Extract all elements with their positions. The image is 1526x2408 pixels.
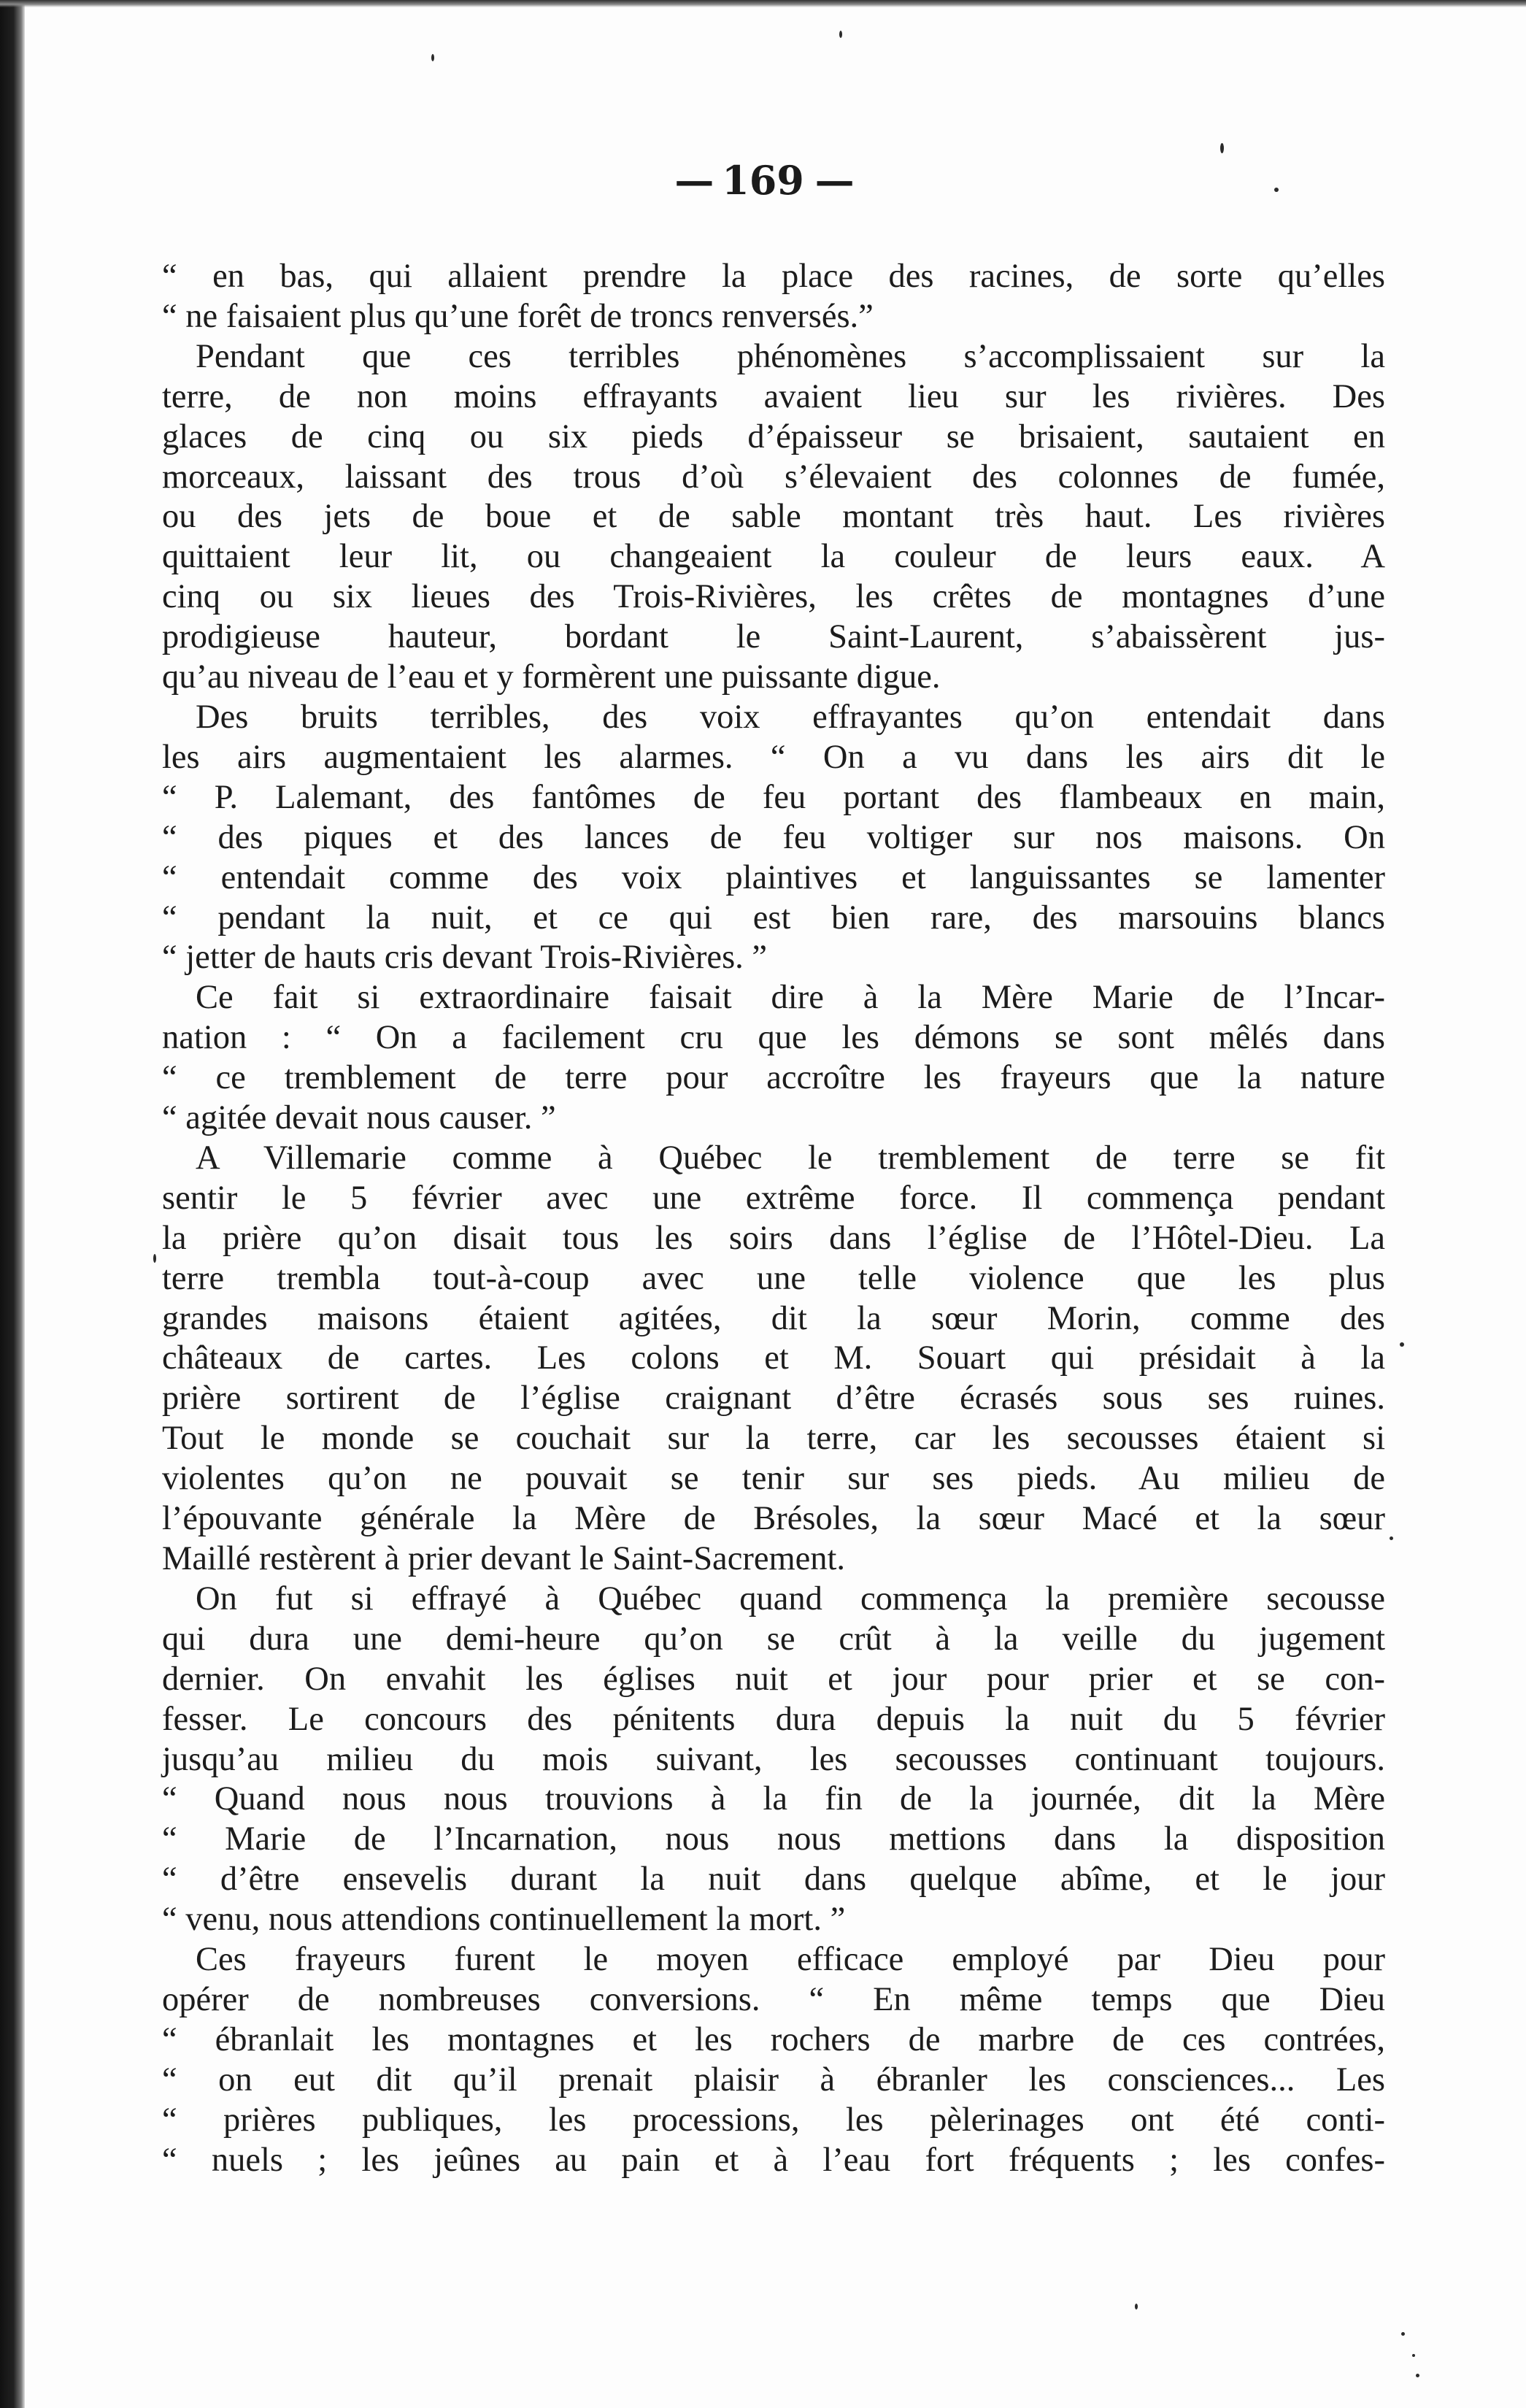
text-line: dernier. On envahit les églises nuit et jour pour prier et se con-	[162, 1660, 1385, 1698]
text-line: cinq ou six lieues des Trois-Rivières, les crêtes de montagnes d’une	[162, 578, 1385, 616]
text-line: Des bruits terribles, des voix effrayantes qu’on entendait dans	[196, 698, 1385, 736]
text-line: la prière qu’on disait tous les soirs dans l’église de l’Hôtel-Dieu. La	[162, 1219, 1385, 1257]
text-line: “ nuels ; les jeûnes au pain et à l’eau fort fréquents ; les confes-	[162, 2141, 1385, 2179]
text-line: “ P. Lalemant, des fantômes de feu portant des flambeaux en main,	[162, 778, 1385, 816]
running-head	[0, 157, 1526, 204]
text-line: châteaux de cartes. Les colons et M. Souart qui présidait à la	[162, 1339, 1385, 1377]
text-line: fesser. Le concours des pénitents dura depuis la nuit du 5 février	[162, 1700, 1385, 1738]
ink-speck	[1412, 2354, 1415, 2357]
text-line: violentes qu’on ne pouvait se tenir sur ses pieds. Au milieu de	[162, 1460, 1385, 1498]
ink-speck	[1416, 2374, 1419, 2377]
text-line: “ d’être ensevelis durant la nuit dans quelque abîme, et le jour	[162, 1861, 1385, 1899]
text-line: nation : “ On a facilement cru que les démons se sont mêlés dans	[162, 1019, 1385, 1057]
text-line: Ces frayeurs furent le moyen efficace employé par Dieu pour	[196, 1941, 1385, 1979]
text-line: prodigieuse hauteur, bordant le Saint-Laurent, s’abaissèrent jus-	[162, 618, 1385, 656]
text-line: terre, de non moins effrayants avaient lieu sur les rivières. Des	[162, 377, 1385, 415]
ink-speck	[1220, 143, 1224, 153]
text-line: sentir le 5 février avec une extrême force. Il commença pendant	[162, 1179, 1385, 1217]
text-line: “ ne faisaient plus qu’une forêt de troncs renversés.”	[162, 297, 874, 335]
text-line: “ ce tremblement de terre pour accroître les frayeurs que la nature	[162, 1059, 1385, 1097]
text-line: “ agitée devait nous causer. ”	[162, 1099, 556, 1137]
text-line: les airs augmentaient les alarmes. “ On a vu dans les airs dit le	[162, 738, 1385, 776]
text-line: quittaient leur lit, ou changeaient la couleur de leurs eaux. A	[162, 538, 1385, 576]
text-line: “ ébranlait les montagnes et les rochers de marbre de ces contrées,	[162, 2020, 1385, 2058]
text-line: glaces de cinq ou six pieds d’épaisseur se brisaient, sautaient en	[162, 418, 1385, 455]
text-line: opérer de nombreuses conversions. “ En même temps que Dieu	[162, 1980, 1385, 2018]
text-line: “ prières publiques, les processions, les pèlerinages ont été conti-	[162, 2101, 1385, 2139]
page-number-left-dash: —	[674, 157, 722, 204]
text-line: Tout le monde se couchait sur la terre, car les secousses étaient si	[162, 1420, 1385, 1458]
text-line: On fut si effrayé à Québec quand commença la première secousse	[196, 1580, 1385, 1617]
text-line: ou des jets de boue et de sable montant très haut. Les rivières	[162, 498, 1385, 536]
text-line: “ en bas, qui allaient prendre la place des racines, de sorte qu’elles	[162, 258, 1385, 295]
page-number-right-dash: —	[804, 157, 852, 204]
text-line: terre trembla tout-à-coup avec une telle violence que les plus	[162, 1259, 1385, 1297]
ink-speck	[431, 54, 434, 61]
text-line: jusqu’au milieu du mois suivant, les secousses continuant toujours.	[162, 1740, 1385, 1778]
text-line: qui dura une demi-heure qu’on se crût à la veille du jugement	[162, 1620, 1385, 1658]
text-line: Ce fait si extraordinaire faisait dire à la Mère Marie de l’Incar-	[196, 979, 1385, 1017]
text-line: l’épouvante générale la Mère de Brésoles, la sœur Macé et la sœur	[162, 1500, 1385, 1538]
ink-speck	[1390, 1536, 1393, 1540]
text-line: “ Quand nous nous trouvions à la fin de la journée, dit la Mère	[162, 1780, 1385, 1818]
text-line: qu’au niveau de l’eau et y formèrent une puissante digue.	[162, 658, 941, 696]
text-line: “ on eut dit qu’il prenait plaisir à ébranler les consciences... Les	[162, 2061, 1385, 2099]
text-line: prière sortirent de l’église craignant d’être écrasés sous ses ruines.	[162, 1380, 1385, 1418]
text-line: “ jetter de hauts cris devant Trois-Rivières. ”	[162, 939, 768, 977]
ink-speck	[1135, 2304, 1138, 2309]
text-line: Maillé restèrent à prier devant le Saint-Sacrement.	[162, 1540, 846, 1577]
ink-speck	[839, 31, 842, 38]
ink-speck	[1400, 1342, 1404, 1347]
text-line: morceaux, laissant des trous d’où s’élevaient des colonnes de fumée,	[162, 458, 1385, 496]
body-text	[162, 257, 1385, 2181]
text-line: “ entendait comme des voix plaintives et languissantes se lamenter	[162, 858, 1385, 896]
text-line: A Villemarie comme à Québec le tremblement de terre se fit	[196, 1139, 1385, 1177]
ink-speck	[1274, 188, 1279, 192]
text-line: grandes maisons étaient agitées, dit la sœur Morin, comme des	[162, 1299, 1385, 1337]
text-line: “ des piques et des lances de feu voltiger sur nos maisons. On	[162, 818, 1385, 856]
binding-edge	[0, 0, 25, 2408]
text-line: “ pendant la nuit, et ce qui est bien rare, des marsouins blancs	[162, 899, 1385, 936]
text-line: “ venu, nous attendions continuellement la mort. ”	[162, 1901, 846, 1939]
text-line: Pendant que ces terribles phénomènes s’accomplissaient sur la	[196, 337, 1385, 375]
top-edge-shadow	[0, 0, 1526, 7]
page-number: 169	[722, 157, 804, 204]
ink-speck	[1401, 2332, 1405, 2336]
text-line: “ Marie de l’Incarnation, nous nous mettions dans la disposition	[162, 1820, 1385, 1858]
ink-speck	[153, 1254, 156, 1263]
